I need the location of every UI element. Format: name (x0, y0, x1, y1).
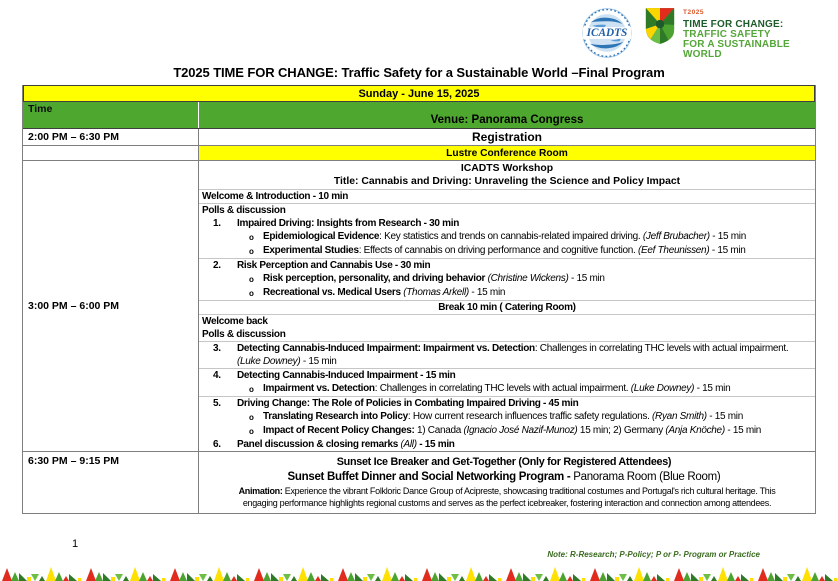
text-segment: Sunset Ice Breaker and Get-Together (Only for Registered Attendees) (336, 456, 672, 468)
list-number: 3. (213, 343, 221, 354)
header-logos (580, 6, 820, 60)
workshop-heading-2: Title: Cannabis and Driving: Unraveling the Science and Policy Impact (333, 176, 681, 187)
program-line (199, 397, 815, 410)
text-segment: Break 10 min ( Catering Room) (438, 302, 576, 313)
t2025-line1: TIME FOR CHANGE: (683, 19, 784, 30)
program-line (199, 301, 815, 314)
text-segment: Detecting Cannabis-Induced Impairment: Impairment vs. Detection (237, 343, 535, 354)
list-item-text (237, 342, 809, 368)
icadts-logo-label: ICADTS (586, 27, 628, 40)
text-segment: : Effects of cannabis on driving performance and cognitive function. (358, 245, 638, 256)
text-segment: Polls & discussion (202, 329, 286, 340)
program-line (199, 315, 815, 328)
bullet-icon: o (249, 289, 254, 298)
t2025-logo-text (683, 6, 790, 60)
list-number: 2. (213, 260, 221, 271)
page-number: 1 (72, 538, 79, 550)
program-line (199, 410, 815, 424)
text-segment: (Anja Knöche) (665, 425, 725, 436)
list-item-text (237, 369, 809, 382)
text-segment: (Thomas Arkell) (403, 287, 469, 298)
text-segment: - 15 min (709, 231, 746, 242)
text-segment: Risk Perception and Cannabis Use - 30 min (237, 260, 431, 271)
program-line (199, 204, 815, 217)
text-segment: (All) (400, 439, 417, 450)
room-banner: Lustre Conference Room (199, 146, 815, 160)
text-segment: - 15 min (468, 287, 506, 298)
table-row-workshop (23, 161, 815, 452)
time-cell: 3:00 PM – 6:00 PM (23, 161, 199, 451)
text-segment: - 15 min (694, 383, 731, 394)
program-line (199, 328, 815, 341)
list-item-text (237, 397, 809, 410)
time-cell-empty (23, 146, 199, 160)
program-group (199, 300, 815, 314)
time-cell: 6:30 PM – 9:15 PM (23, 452, 199, 513)
text-segment: (Luke Downey) (630, 383, 695, 394)
text-segment: : How current research influences traffic safety regulations. (407, 411, 653, 422)
program-line (207, 485, 807, 509)
text-segment: - 15 min (724, 425, 762, 436)
program-line (199, 424, 815, 438)
text-segment: : Challenges in correlating THC levels with actual impairment. (374, 383, 631, 394)
text-segment: Detecting Cannabis-Induced Impairment - 15 min (237, 370, 456, 381)
text-segment: (Christine Wickens) (487, 273, 569, 284)
text-segment: Panorama Room (Blue Room) (573, 471, 721, 483)
text-segment: - 15 min (416, 439, 455, 450)
text-segment: (Jeff Brubacher) (642, 231, 710, 242)
text-segment: 1) Canada (414, 425, 464, 436)
program-line (199, 190, 815, 203)
bullet-icon: o (249, 275, 254, 284)
text-segment: Animation: (238, 486, 283, 496)
date-banner: Sunday - June 15, 2025 (23, 85, 815, 102)
text-segment: - 15 min (709, 245, 746, 256)
evening-content (199, 452, 815, 513)
program-group (199, 190, 815, 203)
program-line (199, 272, 815, 286)
text-segment: (Ignacio José Nazif-Munoz) (463, 425, 578, 436)
program-group (199, 203, 815, 258)
workshop-content (199, 161, 815, 451)
venue-header-row (23, 102, 815, 129)
text-segment: Panel discussion & closing remarks (237, 439, 401, 450)
text-segment: Risk perception, personality, and driving behavior (263, 273, 488, 284)
bullet-item-text (263, 410, 809, 424)
program-line (199, 286, 815, 300)
time-column-header: Time (23, 102, 199, 128)
text-segment: : Challenges in correlating THC levels with actual impairment. (534, 343, 789, 354)
text-segment: Polls & discussion (202, 205, 286, 216)
list-number: 6. (213, 439, 221, 450)
bullet-item-text (263, 272, 809, 286)
decorative-mosaic-border (0, 565, 838, 581)
program-line (199, 369, 815, 382)
t2025-tag: T2025 (683, 9, 704, 16)
text-segment: - 15 min (706, 411, 743, 422)
program-group (199, 258, 815, 300)
table-row-evening (23, 452, 815, 514)
bullet-item-text (263, 244, 809, 258)
program-table (22, 85, 816, 514)
program-group (199, 341, 815, 368)
bullet-icon: o (249, 247, 254, 256)
bullet-icon: o (249, 385, 254, 394)
text-segment: Epidemiological Evidence (263, 231, 380, 242)
bullet-item-text (263, 230, 809, 244)
program-lines (199, 190, 815, 451)
program-line (199, 230, 815, 244)
text-segment: (Eef Theunissen) (638, 245, 710, 256)
text-segment: Experience the vibrant Folkloric Dance Group of Acipreste, showcasing traditional costumes and Portugal's rich cultural heritage. This engaging performance highlights regional customs and serves as the perfect icebreaker, fostering interaction and connection among attendees. (242, 486, 776, 508)
program-line (199, 382, 815, 396)
text-segment: (Ryan Smith) (652, 411, 707, 422)
bullet-item-text (263, 382, 809, 396)
program-group (199, 314, 815, 341)
text-segment: : Key statistics and trends on cannabis-related impaired driving. (379, 231, 643, 242)
program-line (207, 470, 807, 485)
t2025-line4: WORLD (683, 49, 722, 60)
bullet-icon: o (249, 413, 254, 422)
registration-label: Registration (471, 130, 542, 144)
text-segment: - 15 min (568, 273, 605, 284)
text-segment: Translating Research into Policy (263, 411, 408, 422)
text-segment: Experimental Studies (263, 245, 359, 256)
program-line (199, 217, 815, 230)
program-line (199, 259, 815, 272)
bullet-icon: o (249, 233, 254, 242)
text-segment: Recreational vs. Medical Users (263, 287, 404, 298)
text-segment: Impact of Recent Policy Changes: (263, 425, 415, 436)
t2025-line2: TRAFFIC SAFETY (683, 29, 771, 40)
text-segment: - 15 min (300, 356, 337, 367)
footer-note: Note: R-Research; P-Policy; P or P- Program or Practice (547, 550, 760, 559)
text-segment: Welcome & Introduction - 10 min (202, 191, 349, 202)
list-number: 5. (213, 398, 221, 409)
program-group (199, 396, 815, 451)
bullet-item-text (263, 286, 809, 300)
program-line (199, 438, 815, 451)
bullet-item-text (263, 424, 809, 438)
table-row-registration (23, 129, 815, 146)
list-number: 1. (213, 218, 221, 229)
venue-header: Venue: Panorama Congress (430, 114, 584, 126)
t2025-shield-icon (644, 6, 676, 46)
workshop-headings (199, 161, 815, 190)
time-cell: 2:00 PM – 6:30 PM (23, 129, 199, 145)
text-segment: Welcome back (202, 316, 268, 327)
program-line (199, 342, 815, 368)
page-title: T2025 TIME FOR CHANGE: Traffic Safety for a Sustainable World –Final Program (173, 65, 665, 80)
text-segment: Impaired Driving: Insights from Research - 30 min (237, 218, 460, 229)
list-item-text (237, 259, 809, 272)
t2025-line3: FOR A SUSTAINABLE (683, 39, 790, 50)
program-group (199, 368, 815, 396)
table-row-room-banner (23, 146, 815, 161)
program-line (199, 244, 815, 258)
icadts-logo-icon (580, 6, 634, 60)
list-item-text (237, 217, 809, 230)
text-segment: Driving Change: The Role of Policies in Combating Impaired Driving - 45 min (237, 398, 579, 409)
text-segment: Impairment vs. Detection (263, 383, 375, 394)
text-segment: 15 min; 2) Germany (577, 425, 666, 436)
program-line (207, 455, 807, 470)
bullet-icon: o (249, 427, 254, 436)
list-number: 4. (213, 370, 221, 381)
text-segment: Sunset Buffet Dinner and Social Networking Program - (287, 471, 574, 483)
t2025-logo (644, 6, 790, 60)
list-item-text (237, 438, 809, 451)
text-segment: (Luke Downey) (237, 356, 301, 367)
workshop-heading-1: ICADTS Workshop (460, 163, 554, 174)
